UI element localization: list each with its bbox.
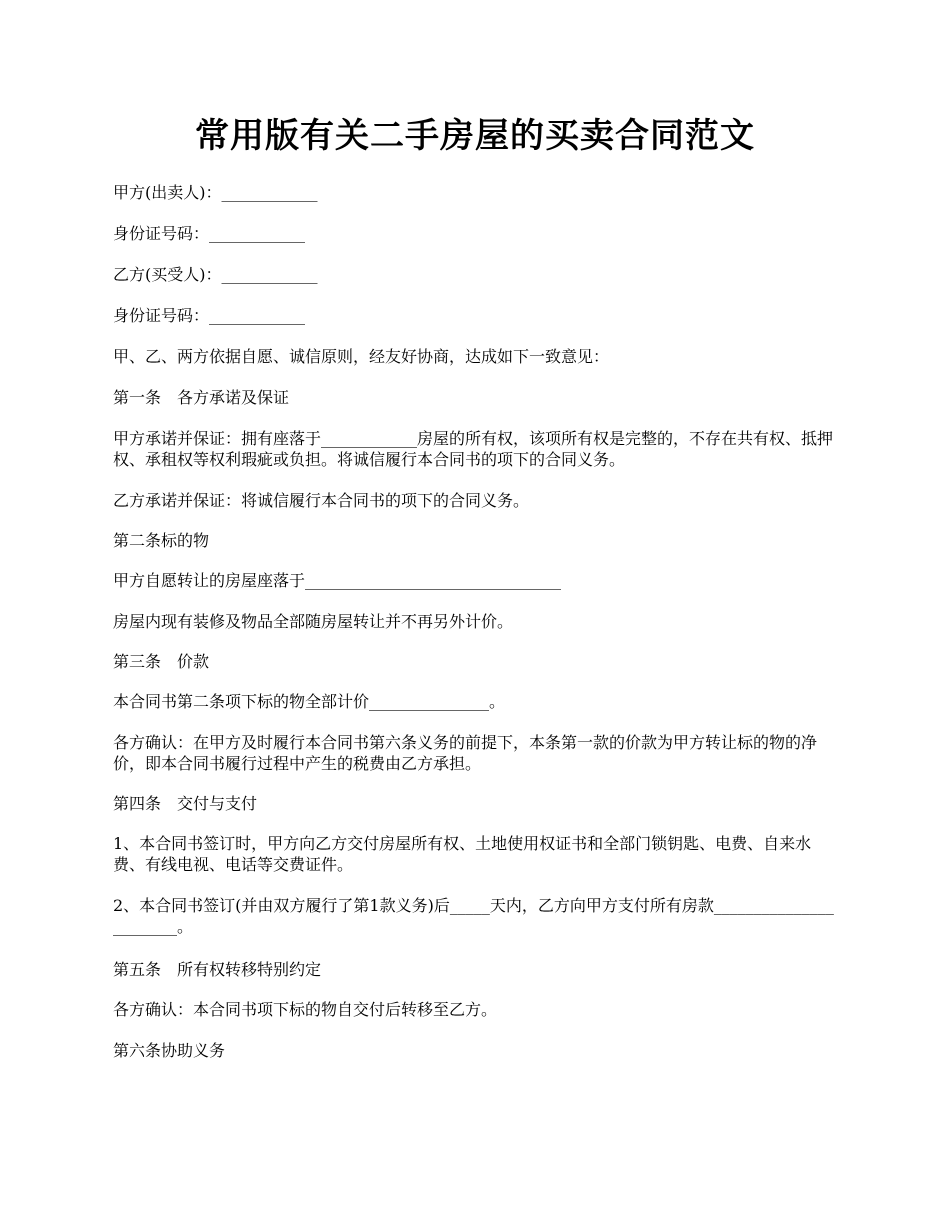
article-5-confirmation: 各方确认：本合同书项下标的物自交付后转移至乙方。: [113, 1000, 498, 1019]
article-5-heading: 第五条 所有权转移特别约定: [113, 960, 322, 979]
article-3-confirmation: 各方确认：在甲方及时履行本合同书第六条义务的前提下，本条第一款的价款为甲方转让标的物的净价，即本合同书履行过程中产生的税费由乙方承担。: [113, 733, 818, 773]
document-title: 常用版有关二手房屋的买卖合同范文: [195, 116, 755, 156]
seller-line: 甲方(出卖人)：____________: [113, 183, 318, 202]
article-4-clause-2: 2、本合同书签订(并由双方履行了第1款义务)后_____天内，乙方向甲方支付所有房款_______________________。: [113, 896, 834, 936]
article-6-heading: 第六条协助义务: [113, 1041, 226, 1060]
buyer-line: 乙方(买受人)：____________: [113, 265, 318, 284]
seller-id-line: 身份证号码：____________: [113, 224, 306, 243]
agreement-intro: 甲、乙、两方依据自愿、诚信原则，经友好协商，达成如下一致意见：: [113, 347, 610, 366]
article-2-fixtures: 房屋内现有装修及物品全部随房屋转让并不再另外计价。: [113, 612, 514, 631]
article-3-heading: 第三条 价款: [113, 652, 210, 671]
article-2-location: 甲方自愿转让的房屋座落于________________________________: [113, 571, 562, 590]
article-3-price: 本合同书第二条项下标的物全部计价_______________。: [113, 692, 506, 711]
article-4-heading: 第四条 交付与支付: [113, 794, 258, 813]
buyer-id-line: 身份证号码：____________: [113, 306, 306, 325]
article-4-clause-1: 1、本合同书签订时，甲方向乙方交付房屋所有权、土地使用权证书和全部门锁钥匙、电费、自来水费、有线电视、电话等交费证件。: [113, 834, 812, 874]
article-1-party-b: 乙方承诺并保证：将诚信履行本合同书的项下的合同义务。: [113, 491, 530, 510]
article-1-heading: 第一条 各方承诺及保证: [113, 388, 290, 407]
article-1-party-a: 甲方承诺并保证：拥有座落于____________房屋的所有权，该项所有权是完整的，不存在共有权、抵押权、承租权等权利瑕疵或负担。将诚信履行本合同书的项下的合同义务。: [113, 429, 834, 469]
article-2-heading: 第二条标的物: [113, 531, 210, 550]
